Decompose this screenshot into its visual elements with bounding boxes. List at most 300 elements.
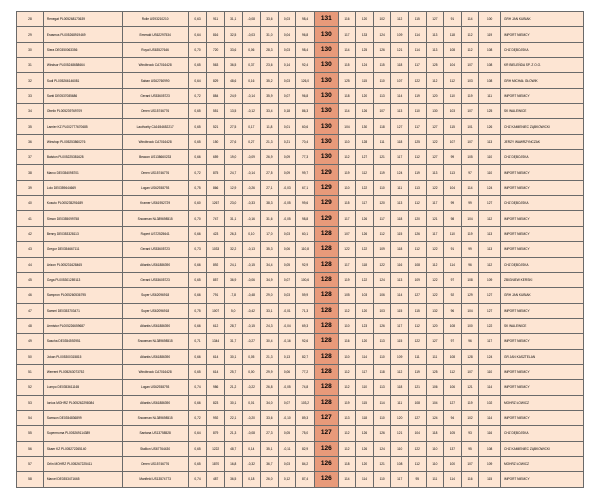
table-row bbox=[17, 472, 584, 487]
longevity-cell: 104 bbox=[444, 58, 462, 73]
legs-cell: 108 bbox=[408, 395, 426, 410]
udder-cell: 118 bbox=[391, 380, 409, 395]
total-index-cell: 128 bbox=[314, 242, 338, 257]
milk-kg-cell: 487 bbox=[207, 472, 225, 487]
health-cell: 114 bbox=[479, 380, 501, 395]
calving-cell: 99 bbox=[461, 242, 479, 257]
udder-cell: 110 bbox=[391, 441, 409, 456]
calving-cell: 108 bbox=[461, 272, 479, 287]
frame-cell: 115 bbox=[373, 58, 391, 73]
table-row bbox=[17, 410, 584, 425]
legs-cell: 117 bbox=[408, 58, 426, 73]
fat-kg-cell: 5,0 bbox=[224, 303, 242, 318]
bull-name-cell: Marcel DE0353471665 bbox=[43, 472, 122, 487]
production-index-cell: 96,8 bbox=[296, 27, 315, 42]
legs-cell: 122 bbox=[408, 73, 426, 88]
protein-pct-cell: 0,03 bbox=[278, 226, 296, 241]
milk-kg-cell: 879 bbox=[207, 426, 225, 441]
legs-cell: 127 bbox=[408, 288, 426, 303]
sire-cell: Atlantis US61886390 bbox=[122, 349, 188, 364]
total-index-cell: 130 bbox=[314, 119, 338, 134]
production-index-cell: 74,8 bbox=[296, 380, 315, 395]
legs-cell: 122 bbox=[408, 334, 426, 349]
calving-cell: 107 bbox=[461, 104, 479, 119]
rank-cell: 42 bbox=[17, 226, 44, 241]
rank-cell: 34 bbox=[17, 104, 44, 119]
total-index-cell: 130 bbox=[314, 58, 338, 73]
reliability-cell: 0,65 bbox=[188, 272, 207, 287]
fertility-cell: 111 bbox=[426, 349, 444, 364]
table-row bbox=[17, 456, 584, 471]
protein-pct-cell: -0,05 bbox=[278, 380, 296, 395]
health-cell: 127 bbox=[479, 288, 501, 303]
protein-pct-cell: 0,07 bbox=[278, 395, 296, 410]
production-index-cell: 60,6 bbox=[296, 119, 315, 134]
bull-name-cell: Siera DE0350063356 bbox=[43, 42, 122, 57]
protein-kg-cell: 38,3 bbox=[261, 196, 279, 211]
sire-cell: Manfield US13574773 bbox=[122, 472, 188, 487]
bull-name-cell: Obelix PL005239769709 bbox=[43, 104, 122, 119]
body-cell: 126 bbox=[356, 426, 374, 441]
fat-kg-cell: 27,5 bbox=[224, 119, 242, 134]
owner-cell: IMPORT NIEMCY bbox=[501, 364, 584, 379]
bull-name-cell: Jokan PL005300315815 bbox=[43, 349, 122, 364]
sire-cell: Windbrook CA7016428 bbox=[122, 58, 188, 73]
total-index-cell: 130 bbox=[314, 27, 338, 42]
total-index-cell: 128 bbox=[314, 303, 338, 318]
udder-cell: 127 bbox=[391, 119, 409, 134]
fat-pct-cell: -0,33 bbox=[242, 196, 261, 211]
protein-kg-cell: 35,3 bbox=[261, 242, 279, 257]
longevity-cell: 107 bbox=[444, 134, 462, 149]
protein-kg-cell: 29,9 bbox=[261, 364, 279, 379]
calving-cell: 107 bbox=[461, 134, 479, 149]
longevity-cell: 108 bbox=[444, 349, 462, 364]
conformation-cell: 110 bbox=[338, 180, 356, 195]
rank-cell: 57 bbox=[17, 456, 44, 471]
bull-name-cell: Santi DE0537085686 bbox=[43, 88, 122, 103]
table-row bbox=[17, 27, 584, 42]
fat-kg-cell: 48,7 bbox=[224, 441, 242, 456]
owner-cell: CHZ KAMIENIEC ZĄBKOWICKI bbox=[501, 441, 584, 456]
reliability-cell: 0,66 bbox=[188, 349, 207, 364]
fertility-cell: 127 bbox=[426, 12, 444, 27]
owner-cell: IMPORT NIEMCY bbox=[501, 88, 584, 103]
table-row bbox=[17, 272, 584, 287]
reliability-cell: 0,60 bbox=[188, 196, 207, 211]
protein-kg-cell: 33,6 bbox=[261, 12, 279, 27]
body-cell: 112 bbox=[356, 165, 374, 180]
milk-kg-cell: 1007 bbox=[207, 303, 225, 318]
fat-kg-cell: 36,5 bbox=[224, 472, 242, 487]
total-index-cell: 128 bbox=[314, 395, 338, 410]
longevity-cell: 104 bbox=[444, 180, 462, 195]
fat-pct-cell: -0,08 bbox=[242, 12, 261, 27]
longevity-cell: 91 bbox=[444, 242, 462, 257]
fertility-cell: 110 bbox=[426, 441, 444, 456]
conformation-cell: 114 bbox=[338, 472, 356, 487]
protein-pct-cell: -0,16 bbox=[278, 334, 296, 349]
protein-kg-cell: 11,8 bbox=[261, 119, 279, 134]
sire-cell: Stallion US67764430 bbox=[122, 441, 188, 456]
health-cell: 125 bbox=[479, 104, 501, 119]
milk-kg-cell: 1344 bbox=[207, 334, 225, 349]
milk-kg-cell: 829 bbox=[207, 73, 225, 88]
frame-cell: 126 bbox=[373, 318, 391, 333]
conformation-cell: 125 bbox=[338, 73, 356, 88]
frame-cell: 107 bbox=[373, 104, 391, 119]
sire-cell: Saban US62760990 bbox=[122, 73, 188, 88]
protein-pct-cell: 0,06 bbox=[278, 364, 296, 379]
body-cell: 122 bbox=[356, 180, 374, 195]
protein-pct-cell: 0,18 bbox=[278, 104, 296, 119]
milk-kg-cell: 521 bbox=[207, 119, 225, 134]
calving-cell: 107 bbox=[461, 364, 479, 379]
conformation-cell: 113 bbox=[338, 410, 356, 425]
milk-kg-cell: 1267 bbox=[207, 196, 225, 211]
protein-kg-cell: 33,4 bbox=[261, 104, 279, 119]
milk-kg-cell: 986 bbox=[207, 380, 225, 395]
conformation-cell: 112 bbox=[338, 364, 356, 379]
sire-cell: Snowman NL389698515 bbox=[122, 410, 188, 425]
legs-cell: 121 bbox=[408, 380, 426, 395]
fertility-cell: 112 bbox=[426, 257, 444, 272]
reliability-cell: 0,65 bbox=[188, 134, 207, 149]
bull-name-cell: Winshop PL005253860276 bbox=[43, 134, 122, 149]
production-index-cell: 86,3 bbox=[296, 104, 315, 119]
calving-cell: 93 bbox=[461, 426, 479, 441]
fat-kg-cell: 36,5 bbox=[224, 58, 242, 73]
legs-cell: 112 bbox=[408, 150, 426, 165]
udder-cell: 113 bbox=[391, 196, 409, 211]
table-row bbox=[17, 380, 584, 395]
owner-cell: IMPORT NIEMCY bbox=[501, 226, 584, 241]
bull-name-cell: Gregor DE0354667111 bbox=[43, 242, 122, 257]
conformation-cell: 112 bbox=[338, 150, 356, 165]
protein-pct-cell: 0,03 bbox=[278, 456, 296, 471]
longevity-cell: 110 bbox=[444, 226, 462, 241]
rank-cell: 49 bbox=[17, 334, 44, 349]
fertility-cell: 118 bbox=[426, 426, 444, 441]
production-index-cell: 71,3 bbox=[296, 303, 315, 318]
reliability-cell: 0,75 bbox=[188, 303, 207, 318]
frame-cell: 121 bbox=[373, 150, 391, 165]
conformation-cell: 110 bbox=[338, 349, 356, 364]
production-index-cell: 100,6 bbox=[296, 272, 315, 287]
table-row bbox=[17, 88, 584, 103]
milk-kg-cell: 866 bbox=[207, 180, 225, 195]
health-cell: 124 bbox=[479, 180, 501, 195]
reliability-cell: 0,63 bbox=[188, 12, 207, 27]
calving-cell: 116 bbox=[461, 472, 479, 487]
production-index-cell: 99,7 bbox=[296, 165, 315, 180]
calving-cell: 128 bbox=[461, 349, 479, 364]
rank-cell: 44 bbox=[17, 257, 44, 272]
total-index-cell: 130 bbox=[314, 88, 338, 103]
legs-cell: 115 bbox=[408, 303, 426, 318]
reliability-cell: 0,65 bbox=[188, 104, 207, 119]
production-index-cell: 92,6 bbox=[296, 334, 315, 349]
fat-pct-cell: -0,03 bbox=[242, 27, 261, 42]
fertility-cell: 125 bbox=[426, 364, 444, 379]
table-row bbox=[17, 104, 584, 119]
sire-cell: Gerard US53605723 bbox=[122, 242, 188, 257]
protein-kg-cell: 26,9 bbox=[261, 150, 279, 165]
protein-kg-cell: 34,0 bbox=[261, 395, 279, 410]
fat-kg-cell: 48,6 bbox=[224, 73, 242, 88]
rank-cell: 43 bbox=[17, 242, 44, 257]
total-index-cell: 130 bbox=[314, 104, 338, 119]
longevity-cell: 108 bbox=[444, 42, 462, 57]
sire-cell: Logan US62938793 bbox=[122, 380, 188, 395]
fat-kg-cell: -7,8 bbox=[224, 288, 242, 303]
sire-cell: Royal US63527646 bbox=[122, 42, 188, 57]
fat-kg-cell: 30,1 bbox=[224, 349, 242, 364]
fat-pct-cell: 0,05 bbox=[242, 349, 261, 364]
protein-pct-cell: 0,07 bbox=[278, 88, 296, 103]
table-row bbox=[17, 12, 584, 27]
sire-cell: Logan US62938793 bbox=[122, 180, 188, 195]
udder-cell: 111 bbox=[391, 395, 409, 410]
longevity-cell: 108 bbox=[444, 318, 462, 333]
body-cell: 103 bbox=[356, 288, 374, 303]
bull-name-cell: Windsor PL005248658664 bbox=[43, 58, 122, 73]
health-cell: 115 bbox=[479, 472, 501, 487]
table-row bbox=[17, 395, 584, 410]
milk-kg-cell: 563 bbox=[207, 58, 225, 73]
total-index-cell: 128 bbox=[314, 380, 338, 395]
body-cell: 130 bbox=[356, 119, 374, 134]
longevity-cell: 114 bbox=[444, 257, 462, 272]
protein-kg-cell: 23,6 bbox=[261, 58, 279, 73]
calving-cell: 103 bbox=[461, 73, 479, 88]
fertility-cell: 120 bbox=[426, 318, 444, 333]
protein-pct-cell: 0,01 bbox=[278, 119, 296, 134]
conformation-cell: 110 bbox=[338, 318, 356, 333]
conformation-cell: 112 bbox=[338, 441, 356, 456]
frame-cell: 120 bbox=[373, 196, 391, 211]
production-index-cell: 69,3 bbox=[296, 318, 315, 333]
production-index-cell: 70,4 bbox=[296, 134, 315, 149]
body-cell: 118 bbox=[356, 257, 374, 272]
production-index-cell: 77,3 bbox=[296, 150, 315, 165]
frame-cell: 111 bbox=[373, 134, 391, 149]
sire-cell: Omen US15746776 bbox=[122, 165, 188, 180]
bull-name-cell: Marco DE0354098701 bbox=[43, 165, 122, 180]
rank-cell: 32 bbox=[17, 73, 44, 88]
rank-cell: 29 bbox=[17, 27, 44, 42]
table-row bbox=[17, 242, 584, 257]
total-index-cell: 128 bbox=[314, 288, 338, 303]
body-cell: 114 bbox=[356, 349, 374, 364]
health-cell: 112 bbox=[479, 211, 501, 226]
frame-cell: 124 bbox=[373, 441, 391, 456]
calving-cell: 97 bbox=[461, 165, 479, 180]
body-cell: 120 bbox=[356, 334, 374, 349]
total-index-cell: 128 bbox=[314, 257, 338, 272]
fat-pct-cell: -0,09 bbox=[242, 150, 261, 165]
production-index-cell: 67,1 bbox=[296, 180, 315, 195]
protein-pct-cell: -0,10 bbox=[278, 410, 296, 425]
health-cell: 112 bbox=[479, 257, 501, 272]
frame-cell: 113 bbox=[373, 380, 391, 395]
protein-kg-cell: 26,0 bbox=[261, 472, 279, 487]
total-index-cell: 128 bbox=[314, 226, 338, 241]
protein-kg-cell: 24,3 bbox=[261, 318, 279, 333]
total-index-cell: 130 bbox=[314, 150, 338, 165]
total-index-cell: 129 bbox=[314, 211, 338, 226]
owner-cell: IMPORT NIEMCY bbox=[501, 211, 584, 226]
legs-cell: 120 bbox=[408, 211, 426, 226]
udder-cell: 117 bbox=[391, 150, 409, 165]
owner-cell: IMPORT NIEMCY bbox=[501, 334, 584, 349]
body-cell: 120 bbox=[356, 303, 374, 318]
protein-kg-cell: 29,0 bbox=[261, 288, 279, 303]
fat-pct-cell: -0,13 bbox=[242, 242, 261, 257]
fertility-cell: 122 bbox=[426, 242, 444, 257]
body-cell: 110 bbox=[356, 380, 374, 395]
owner-cell: IMPORT NIEMCY bbox=[501, 180, 584, 195]
reliability-cell: 0,64 bbox=[188, 73, 207, 88]
fat-pct-cell: 0,16 bbox=[242, 73, 261, 88]
protein-kg-cell: 35,1 bbox=[261, 441, 279, 456]
protein-kg-cell: 27,3 bbox=[261, 426, 279, 441]
udder-cell: 112 bbox=[391, 12, 409, 27]
fat-pct-cell: -0,15 bbox=[242, 257, 261, 272]
body-cell: 126 bbox=[356, 104, 374, 119]
table-row bbox=[17, 58, 584, 73]
milk-kg-cell: 614 bbox=[207, 349, 225, 364]
body-cell: 120 bbox=[356, 12, 374, 27]
health-cell: 110 bbox=[479, 150, 501, 165]
milk-kg-cell: 612 bbox=[207, 318, 225, 333]
calving-cell: 102 bbox=[461, 410, 479, 425]
body-cell: 115 bbox=[356, 73, 374, 88]
body-cell: 127 bbox=[356, 150, 374, 165]
reliability-cell: 0,70 bbox=[188, 211, 207, 226]
calving-cell: 119 bbox=[461, 226, 479, 241]
fat-pct-cell: 0,27 bbox=[242, 134, 261, 149]
sire-cell: Gerard US53605723 bbox=[122, 272, 188, 287]
owner-cell: IMPORT NIEMCY bbox=[501, 410, 584, 425]
production-index-cell: 87,4 bbox=[296, 472, 315, 487]
calving-cell: 96 bbox=[461, 257, 479, 272]
fat-kg-cell: 22,1 bbox=[224, 410, 242, 425]
milk-kg-cell: 659 bbox=[207, 150, 225, 165]
legs-cell: 114 bbox=[408, 27, 426, 42]
fat-pct-cell: -0,14 bbox=[242, 165, 261, 180]
bull-name-cell: Balston PL005225381628 bbox=[43, 150, 122, 165]
conformation-cell: 110 bbox=[338, 134, 356, 149]
table-row bbox=[17, 334, 584, 349]
longevity-cell: 112 bbox=[444, 73, 462, 88]
sire-cell: Emerald US62297534 bbox=[122, 27, 188, 42]
health-cell: 117 bbox=[479, 334, 501, 349]
production-index-cell: 60,1 bbox=[296, 226, 315, 241]
health-cell: 110 bbox=[479, 165, 501, 180]
frame-cell: 118 bbox=[373, 364, 391, 379]
table-row bbox=[17, 119, 584, 134]
health-cell: 124 bbox=[479, 349, 501, 364]
total-index-cell: 126 bbox=[314, 441, 338, 456]
milk-kg-cell: 720 bbox=[207, 42, 225, 57]
udder-cell: 117 bbox=[391, 472, 409, 487]
frame-cell: 106 bbox=[373, 288, 391, 303]
rank-cell: 28 bbox=[17, 12, 44, 27]
sire-cell: Rupert US72525641 bbox=[122, 226, 188, 241]
fat-pct-cell: -0,14 bbox=[242, 88, 261, 103]
milk-kg-cell: 816 bbox=[207, 27, 225, 42]
production-index-cell: 77,2 bbox=[296, 364, 315, 379]
reliability-cell: 0,72 bbox=[188, 410, 207, 425]
owner-cell: JERZY WAWRZYNCZAK bbox=[501, 134, 584, 149]
owner-cell: GRH JAN KUBIAK bbox=[501, 12, 584, 27]
longevity-cell: 94 bbox=[444, 410, 462, 425]
legs-cell: 126 bbox=[408, 226, 426, 241]
calving-cell: 95 bbox=[461, 441, 479, 456]
body-cell: 115 bbox=[356, 395, 374, 410]
bull-name-cell: Ionius MOHRZ PL005262298084 bbox=[43, 395, 122, 410]
conformation-cell: 112 bbox=[338, 380, 356, 395]
milk-kg-cell: 791 bbox=[207, 288, 225, 303]
fat-kg-cell: 28,7 bbox=[224, 318, 242, 333]
sire-cell: Rolle US93210210 bbox=[122, 12, 188, 27]
rank-cell: 35 bbox=[17, 119, 44, 134]
longevity-cell: 113 bbox=[444, 165, 462, 180]
frame-cell: 126 bbox=[373, 42, 391, 57]
protein-pct-cell: 0,04 bbox=[278, 27, 296, 42]
conformation-cell: 104 bbox=[338, 119, 356, 134]
health-cell: 127 bbox=[479, 196, 501, 211]
sire-cell: Omen US15746776 bbox=[122, 104, 188, 119]
conformation-cell: 112 bbox=[338, 303, 356, 318]
reliability-cell: 0,72 bbox=[188, 165, 207, 180]
health-cell: 109 bbox=[479, 272, 501, 287]
health-cell: 111 bbox=[479, 88, 501, 103]
longevity-cell: 105 bbox=[444, 426, 462, 441]
health-cell: 108 bbox=[479, 73, 501, 88]
fertility-cell: 130 bbox=[426, 104, 444, 119]
table-row bbox=[17, 288, 584, 303]
legs-cell: 112 bbox=[408, 196, 426, 211]
rank-cell: 39 bbox=[17, 180, 44, 195]
reliability-cell: 0,71 bbox=[188, 334, 207, 349]
conformation-cell: 119 bbox=[338, 272, 356, 287]
longevity-cell: 118 bbox=[444, 27, 462, 42]
protein-pct-cell: 0,09 bbox=[278, 150, 296, 165]
udder-cell: 118 bbox=[391, 211, 409, 226]
frame-cell: 102 bbox=[373, 12, 391, 27]
conformation-cell: 119 bbox=[338, 165, 356, 180]
rank-cell: 46 bbox=[17, 288, 44, 303]
frame-cell: 110 bbox=[373, 73, 391, 88]
protein-pct-cell: -0,05 bbox=[278, 211, 296, 226]
bull-name-cell: Orlin MOHRZ PL005267225411 bbox=[43, 456, 122, 471]
calving-cell: 99 bbox=[461, 196, 479, 211]
bull-name-cell: Samson DE0354836899 bbox=[43, 410, 122, 425]
fat-kg-cell: 23,0 bbox=[224, 196, 242, 211]
owner-cell: MOHRZ ŁOWICZ bbox=[501, 456, 584, 471]
protein-pct-cell: 0,21 bbox=[278, 134, 296, 149]
body-cell: 122 bbox=[356, 272, 374, 287]
owner-cell: IMPORT NIEMCY bbox=[501, 165, 584, 180]
frame-cell: 110 bbox=[373, 349, 391, 364]
frame-cell: 118 bbox=[373, 119, 391, 134]
table-row bbox=[17, 134, 584, 149]
owner-cell: CHZ DĘBOJSKA bbox=[501, 257, 584, 272]
longevity-cell: 97 bbox=[444, 334, 462, 349]
rank-cell: 55 bbox=[17, 426, 44, 441]
